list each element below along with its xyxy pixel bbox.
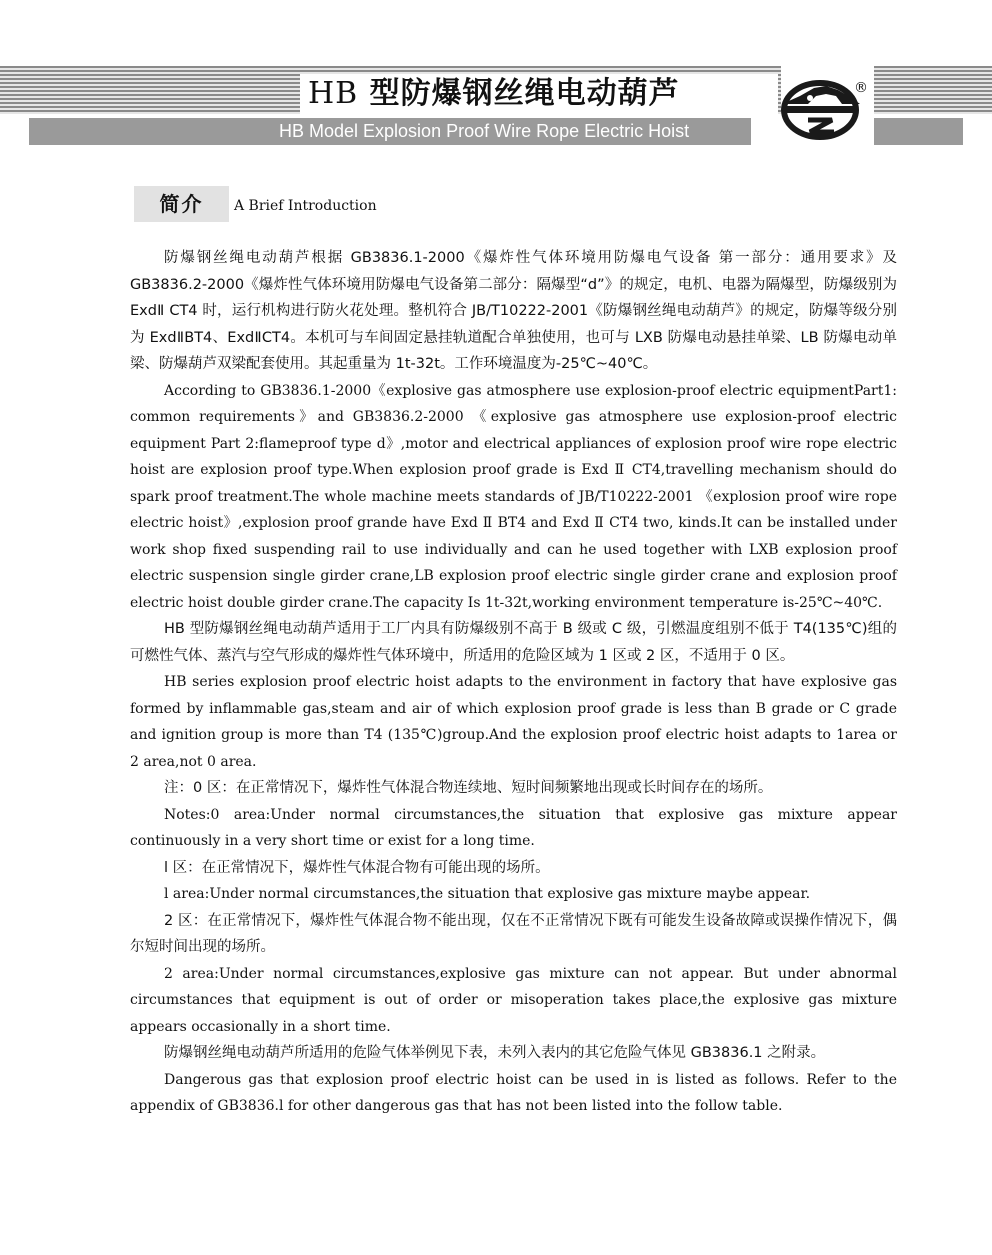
paragraph-12: Dangerous gas that explosion proof electric hoist can be used in is listed as follows. Refer to the appendix of GB3836.l for other dangerous gas that has not been listed into the follow table. [130, 1071, 897, 1114]
registered-mark: ® [854, 80, 868, 96]
title-prefix: HB [308, 76, 359, 111]
paragraph-11: 防爆钢丝绳电动葫芦所适用的危险气体举例见下表，未列入表内的其它危险气体见 GB3836.1 之附录。 [164, 1045, 826, 1061]
paragraph-2: According to GB3836.1-2000《explosive gas atmosphere use explosion-proof electric equipmentPart1: common requirements》and GB3836.2-2000 《explosive gas atmosphere use explosion-proof electric equipment Part 2:flameproof type d》,motor and electrical appliances of explosion proof wire rope electric hoist are explosion proof type.When explosion proof grade is Exd Ⅱ CT4,travelling mechanism should do spark proof treatment.The whole machine meets standards of JB/T10222-2001 《explosion proof wire rope electric hoist》,explosion proof grande have Exd Ⅱ BT4 and Exd Ⅱ CT4 two, kinds.It can be installed under work shop fixed suspending rail to use individually and can he used together with LXB explosion proof electric suspension single girder crane,LB explosion proof electric single girder crane and explosion proof electric hoist double girder crane.The capacity Is 1t-32t,working environment temperature is-25℃~40℃. [130, 382, 897, 611]
paragraph-4: HB series explosion proof electric hoist adapts to the environment in factory that have explosive gas formed by inflammable gas,steam and air of which explosion proof grade is less than B grade or C grade and ignition group is more than T4 (135℃)group.And the explosion proof electric hoist adapts to 1area or 2 area,not 0 area. [130, 674, 897, 770]
intro-content [130, 245, 897, 1120]
paragraph-1: 防爆钢丝绳电动葫芦根据 GB3836.1-2000《爆炸性气体环境用防爆电气设备 第一部分：通用要求》及 GB3836.2-2000《爆炸性气体环境用防爆电气设备第二部分：隔爆型“d”》的规定，电机、电器为隔爆型，防爆级别为 ExdⅡ CT4 时，运行机构进行防火花处理。整机符合 JB/T10222-2001《防爆钢丝绳电动葫芦》的规定，防爆等级分别为 ExdⅡBT4、ExdⅡCT4。本机可与车间固定悬挂轨道配合单独使用，也可与 LXB 防爆电动悬挂单梁、LB 防爆电动单梁、防爆葫芦双梁配套使用。其起重量为 1t-32t。工作环境温度为-25℃~40℃。 [130, 250, 897, 372]
paragraph-6: Notes:0 area:Under normal circumstances,the situation that explosive gas mixture appear continuously in a very short time or exist for a long time. [130, 806, 897, 849]
section-heading-cn: 简介 [134, 186, 229, 222]
paragraph-5: 注：0 区：在正常情况下，爆炸性气体混合物连续地、短时间频繁地出现或长时间存在的场所。 [164, 780, 773, 796]
paragraph-7: l 区：在正常情况下，爆炸性气体混合物有可能出现的场所。 [164, 859, 550, 876]
company-logo-icon [780, 76, 876, 146]
paragraph-9: 2 区：在正常情况下，爆炸性气体混合物不能出现，仅在不正常情况下既有可能发生设备故障或误操作情况下，偶尔短时间出现的场所。 [130, 912, 897, 955]
company-logo [780, 76, 876, 146]
paragraph-10: 2 area:Under normal circumstances,explosive gas mixture can not appear. But under abnormal circumstances that equipment is out of order or misoperation takes place,the explosive gas mixture appears occasionally in a short time. [130, 965, 897, 1035]
header-stripes-right [874, 66, 992, 114]
title-cn-text: 型防爆钢丝绳电动葫芦 [369, 76, 680, 111]
page-title-en: HB Model Explosion Proof Wire Rope Electric Hoist [279, 121, 690, 141]
page-title-cn [300, 74, 778, 114]
header-subbar-right [874, 118, 963, 145]
paragraph-3: HB 型防爆钢丝绳电动葫芦适用于工厂内具有防爆级别不高于 B 级或 C 级，引燃温度组别不低于 T4(135℃)组的可燃性气体、蒸汽与空气形成的爆炸性气体环境中，所适用的危险区域为 1 区或 2 区，不适用于 0 区。 [130, 621, 897, 664]
section-heading-en: A Brief Introduction [234, 198, 377, 214]
paragraph-8: l area:Under normal circumstances,the situation that explosive gas mixture maybe appear. [164, 886, 811, 902]
